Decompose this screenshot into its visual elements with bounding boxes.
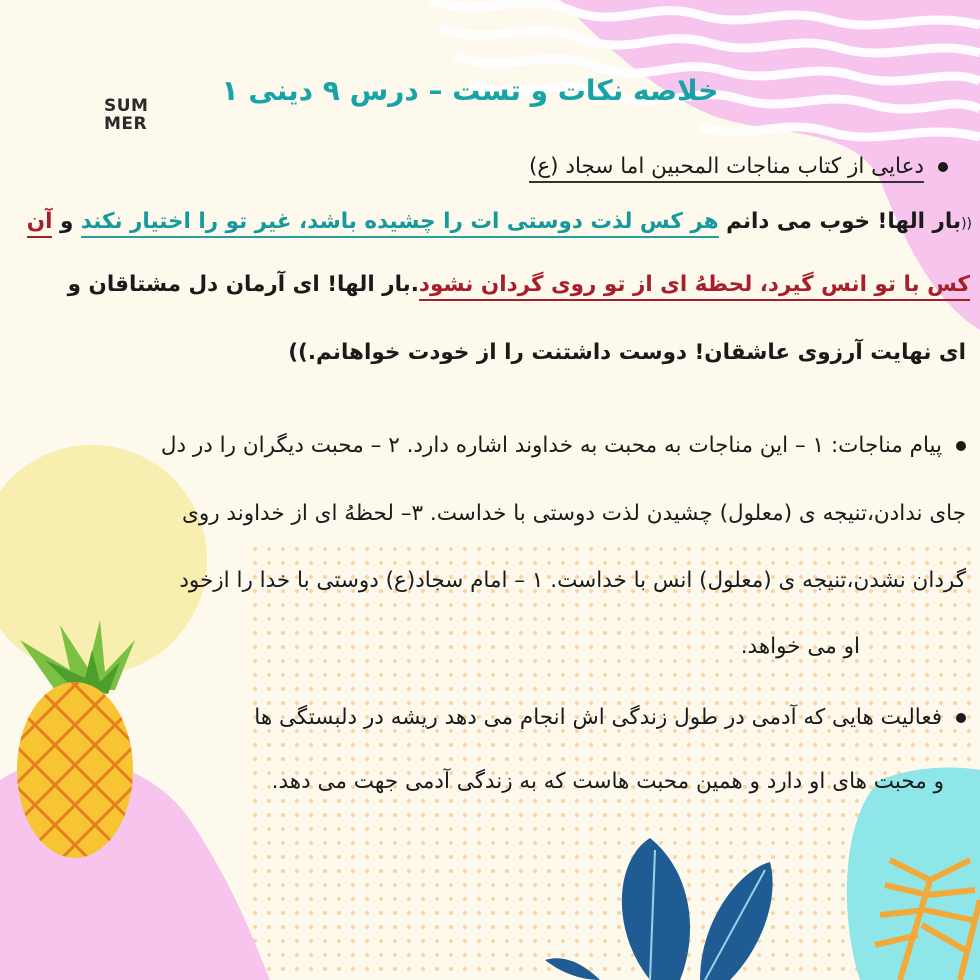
section3-line-2: و محبت های او دارد و همین محبت هاست که به زندگی آدمی جهت می دهد.: [271, 769, 944, 794]
summer-logo: [104, 97, 164, 133]
section2-line-4: او می خواهد.: [740, 634, 860, 659]
section1-line-1: [27, 209, 972, 234]
bullet-icon: [938, 162, 948, 172]
prayer-highlight-red-start: آن: [27, 209, 53, 238]
prayer-text-b: .بار الها! ای آرمان دل مشتاقان و: [67, 272, 419, 297]
section1-heading-line: [529, 154, 948, 179]
section2-line-3: گردان نشدن،تنیجه ی (معلول) انس با خداست. ۱ – امام سجاد(ع) دوستی با خدا را ازخود: [179, 568, 966, 593]
activity-text-1: فعالیت هایی که آدمی در طول زندگی اش انجام می دهد ریشه در دلبستگی ها: [254, 705, 942, 730]
section1-heading-end: (ع): [529, 154, 559, 183]
section2-line-1: [161, 433, 966, 458]
message-text-1: پیام مناجات: ۱ – این مناجات به محبت به خداوند اشاره دارد. ۲ – محبت دیگران را در دل: [160, 433, 942, 458]
section1-line-3: ای نهایت آرزوی عاشقان! دوست داشتنت را از خودت خواهانم.)): [288, 340, 966, 365]
section1-heading: دعایی از کتاب مناجات المحبین اما سجاد: [559, 154, 924, 183]
logo-line-1: SUM: [104, 96, 149, 116]
logo-line-2: MER: [104, 114, 148, 134]
section3-line-1: [254, 705, 966, 730]
bullet-icon: [956, 441, 966, 451]
section1-line-2: [68, 272, 970, 297]
section2-line-2: جای ندادن،تنیجه ی (معلول) چشیدن لذت دوستی با خداست. ۳– لحظهُ ای از خداوند روی: [182, 501, 966, 526]
quote-open: ((: [961, 216, 972, 232]
page-title: خلاصه نکات و تست – درس ۹ دینی ۱: [221, 74, 719, 107]
bullet-icon: [956, 713, 966, 723]
prayer-text-c: و: [52, 209, 81, 234]
prayer-text-a: بار الها! خوب می دانم: [718, 209, 962, 234]
prayer-highlight-teal: هر کس لذت دوستی ات را چشیده باشد، غیر تو را اختیار نکند: [81, 209, 719, 238]
prayer-highlight-red: کس با تو انس گیرد، لحظهُ ای از تو روی گردان نشود: [419, 272, 970, 301]
